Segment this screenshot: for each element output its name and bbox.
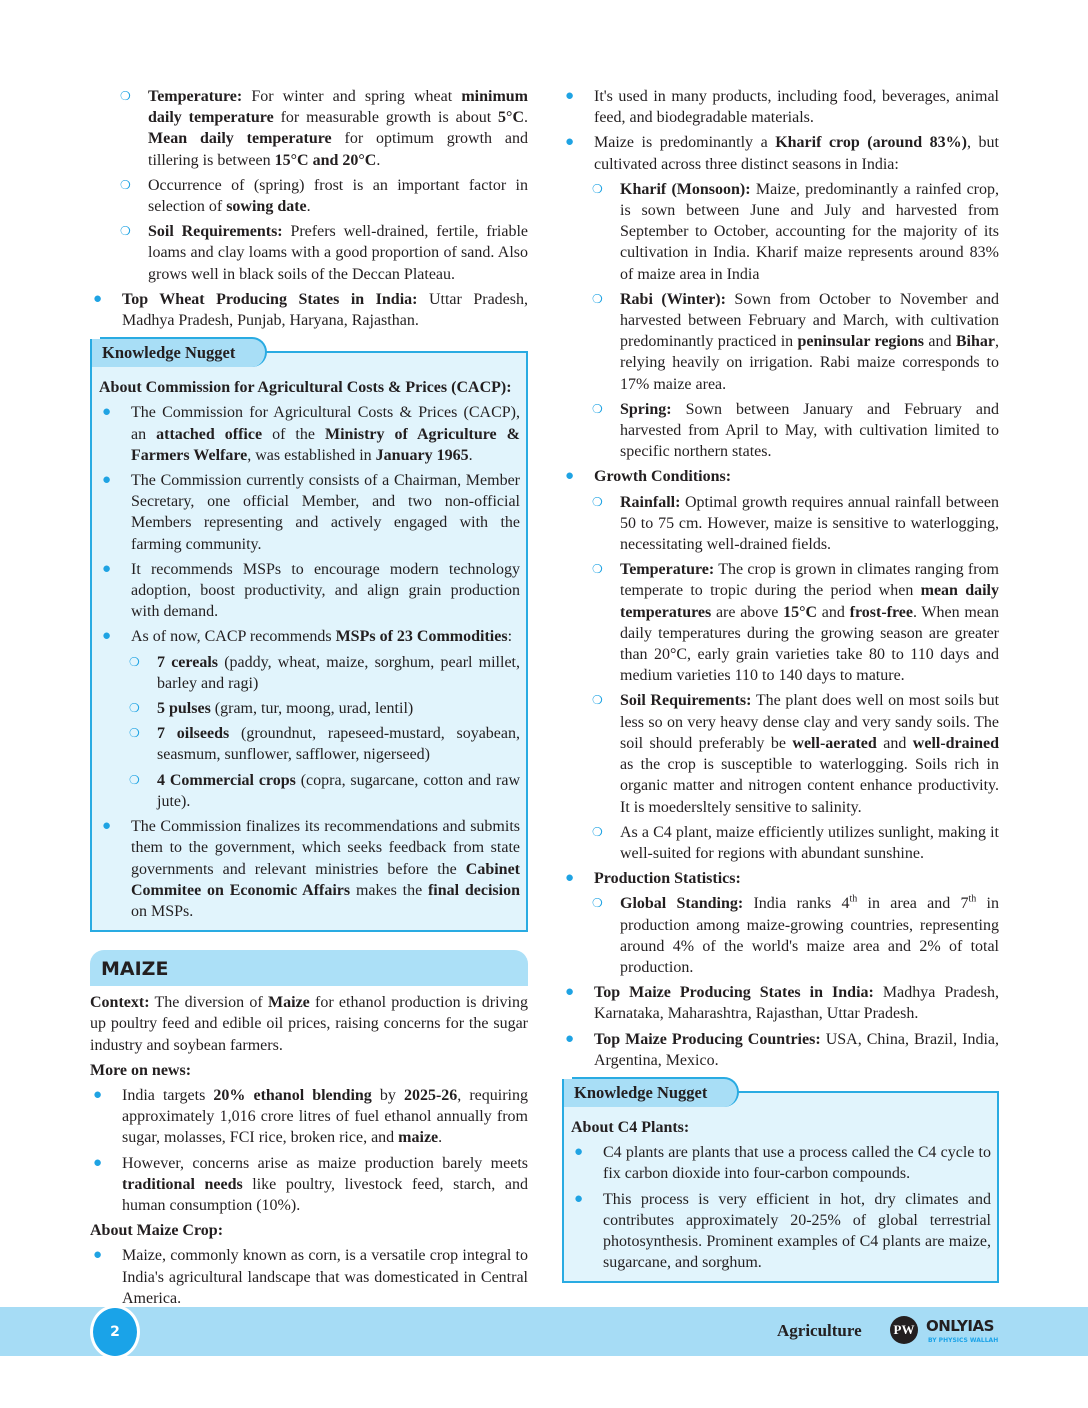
subheading bbox=[99, 377, 520, 398]
bullet-dot-icon: ● bbox=[565, 88, 575, 104]
list-item bbox=[90, 1085, 528, 1149]
text-segment: . bbox=[468, 446, 473, 464]
bold-text: maize bbox=[398, 1129, 439, 1147]
bold-text: 5 pulses bbox=[157, 700, 211, 718]
bold-text: 7 cereals bbox=[157, 653, 218, 671]
knowledge-nugget-title: Knowledge Nugget bbox=[100, 337, 267, 367]
text-segment: Sown from October to November and harvested between February and March, with cultivation predominantly practiced in bbox=[620, 290, 999, 351]
text-segment: as the crop is susceptible to waterlogging. Soils rich in organic matter and nitrogen content enhance productivity. It is moedersltely sensitive to salinity. bbox=[620, 756, 999, 816]
text-segment: As of now, CACP recommends bbox=[131, 628, 336, 646]
bullet-dot-icon: ● bbox=[565, 1030, 575, 1047]
bullet-dot-icon: ● bbox=[102, 404, 112, 421]
bold-text: well-drained bbox=[912, 734, 999, 752]
paragraph bbox=[90, 992, 528, 1056]
bold-text: Cabinet Commitee on Economic Affairs bbox=[131, 860, 520, 899]
text-segment: and bbox=[817, 603, 850, 621]
text-segment: The Commission for Agricultural Costs & Prices (CACP), an bbox=[131, 404, 520, 443]
bold-text: 5°C bbox=[498, 109, 524, 127]
bold-text: 7 oilseeds bbox=[157, 725, 230, 743]
text-segment: However, concerns arise as maize production barely meets bbox=[122, 1154, 528, 1172]
bullet-circle-icon: ❍ bbox=[129, 772, 140, 787]
bullet-circle-icon: ❍ bbox=[592, 693, 603, 708]
bullet-circle-icon: ❍ bbox=[129, 701, 140, 716]
text-segment: makes the bbox=[350, 881, 428, 899]
list-item bbox=[562, 86, 999, 128]
sub-list-item bbox=[99, 723, 520, 765]
text-segment: in production among maize-growing countries, representing around 4% of the world's maize area and 2% of total production. bbox=[620, 895, 1000, 976]
sub-list-item bbox=[99, 652, 520, 694]
pw-logo-icon: PW bbox=[890, 1316, 918, 1344]
bold-text: 15°C and 20°C bbox=[274, 151, 377, 169]
text-segment: and bbox=[876, 734, 913, 752]
bold-text: attached office bbox=[156, 425, 263, 443]
text-segment: . bbox=[438, 1129, 443, 1147]
text-segment: for measurable growth is about bbox=[273, 109, 499, 127]
brand-logo-text: ONLYIAS bbox=[926, 1317, 994, 1335]
text-segment: Maize, predominantly a rainfed crop, is sown between June and July and harvested from September to October, accounting for the majority of its cultivation in India. Kharif maize represents around 83% of maize area in India bbox=[620, 180, 1000, 283]
text-segment: on MSPs. bbox=[131, 902, 194, 920]
bold-text: Mean daily temperature bbox=[148, 130, 332, 148]
right-column bbox=[562, 86, 999, 1301]
knowledge-nugget-box bbox=[562, 1082, 999, 1283]
text-segment: are above bbox=[711, 603, 784, 621]
bullet-dot-icon: ● bbox=[93, 1086, 103, 1103]
text-segment: . bbox=[524, 109, 528, 127]
bold-text: frost-free bbox=[849, 603, 913, 621]
text-segment: , but cultivated across three distinct seasons in India: bbox=[594, 134, 999, 173]
text-segment: : bbox=[507, 628, 513, 646]
list-item bbox=[90, 1153, 528, 1217]
text-segment: The plant does well on most soils but less so on very heavy dense clay and very sandy soils. The soil should preferably be bbox=[620, 692, 1000, 752]
superscript: th bbox=[968, 893, 977, 905]
text-segment: Occurrence of (spring) frost is an important factor in selection of bbox=[148, 176, 528, 216]
sub-list-item bbox=[562, 822, 999, 864]
bullet-dot-icon: ● bbox=[93, 1247, 103, 1264]
bold-text: January 1965 bbox=[375, 446, 469, 464]
bullet-circle-icon: ❍ bbox=[592, 824, 603, 839]
text-segment: It recommends MSPs to encourage modern technology adoption, boost productivity, and align grain production with demand. bbox=[131, 560, 520, 621]
sub-list-item bbox=[562, 559, 999, 686]
text-segment: (groundnut, rapeseed-mustard, soyabean, seasmum, sunflower, safflower, nigerseed) bbox=[157, 725, 520, 764]
list-item bbox=[562, 1029, 999, 1071]
text-segment: , relying heavily on irrigation. Rabi maize corresponds to 17% maize area. bbox=[620, 333, 999, 393]
bold-text: sowing date bbox=[226, 198, 307, 216]
bullet-circle-icon: ❍ bbox=[120, 89, 131, 103]
bullet-dot-icon: ● bbox=[565, 984, 575, 1001]
list-item bbox=[562, 868, 999, 889]
bold-text: MSPs of 23 Commodities bbox=[335, 628, 508, 646]
bold-text: Soil Requirements: bbox=[148, 223, 283, 241]
text-segment: . bbox=[306, 198, 311, 216]
bold-text: Production Statistics: bbox=[594, 870, 741, 888]
sub-list-item bbox=[562, 289, 999, 395]
text-segment: (paddy, wheat, maize, sorghum, pearl millet, barley and ragi) bbox=[157, 653, 520, 692]
text-segment: Uttar Pradesh, Madhya Pradesh, Punjab, Haryana, Rajasthan. bbox=[122, 290, 529, 330]
text-segment: C4 plants are plants that use a process called the C4 cycle to fix carbon dioxide into four-carbon compounds. bbox=[603, 1144, 991, 1183]
bold-text: Top Wheat Producing States in India: bbox=[122, 290, 418, 308]
bold-text: Kharif crop (around 83%) bbox=[775, 134, 968, 152]
section-heading: MAIZE bbox=[90, 950, 528, 986]
bullet-circle-icon: ❍ bbox=[592, 291, 603, 306]
sub-list-item bbox=[90, 86, 528, 171]
list-item bbox=[90, 289, 528, 331]
text-segment: . bbox=[376, 151, 381, 169]
text-segment: Sown between January and February and harvested from April to May, with cultivation limited to specific northern states. bbox=[620, 400, 999, 461]
sub-list-item bbox=[562, 399, 999, 463]
text-segment: Prefers well-drained, fertile, friable loams and clay loams with a good proportion of sand. Also grows well in black soils of the Deccan Plateau. bbox=[148, 223, 529, 283]
bold-text: Context: bbox=[90, 994, 150, 1012]
bullet-dot-icon: ● bbox=[574, 1190, 584, 1207]
text-segment: like poultry, livestock feed, starch, and human consumption (10%). bbox=[122, 1175, 528, 1214]
bold-text: Temperature: bbox=[620, 561, 715, 579]
bullet-circle-icon: ❍ bbox=[592, 494, 603, 509]
text-segment: (gram, tur, moong, urad, lentil) bbox=[210, 700, 414, 718]
text-segment: More on news: bbox=[90, 1061, 192, 1079]
bullet-circle-icon: ❍ bbox=[120, 224, 131, 239]
bullet-circle-icon: ❍ bbox=[592, 181, 603, 196]
sub-list-item bbox=[562, 893, 999, 978]
bullet-dot-icon: ● bbox=[565, 870, 575, 887]
text-segment: For winter and spring wheat bbox=[242, 88, 462, 105]
knowledge-nugget-title: Knowledge Nugget bbox=[572, 1077, 739, 1107]
bold-text: Growth Conditions: bbox=[594, 468, 732, 486]
bold-text: 15°C bbox=[783, 603, 818, 621]
bold-text: 2025-26 bbox=[403, 1086, 458, 1104]
bullet-circle-icon: ❍ bbox=[592, 401, 603, 416]
bullet-dot-icon: ● bbox=[565, 468, 575, 485]
text-segment: and bbox=[924, 333, 956, 351]
text-segment: , requiring approximately 1,016 crore litres of fuel ethanol annually from sugar, molasses, FCI rice, broken rice, and bbox=[122, 1086, 529, 1147]
text-segment: It's used in many products, including food, beverages, animal feed, and biodegradable materials. bbox=[594, 88, 999, 127]
page-number-badge: 2 bbox=[90, 1305, 140, 1359]
bullet-dot-icon: ● bbox=[93, 1154, 103, 1171]
bold-text: Rainfall: bbox=[620, 493, 681, 511]
bullet-circle-icon: ❍ bbox=[129, 726, 140, 741]
text-segment: (copra, sugarcane, cotton and raw jute). bbox=[157, 771, 520, 810]
list-item bbox=[90, 1245, 528, 1309]
brand-logo-subtext: BY PHYSICS WALLAH bbox=[928, 1337, 999, 1344]
text-segment: India targets bbox=[122, 1086, 214, 1104]
list-item bbox=[571, 1189, 991, 1274]
knowledge-nugget-box bbox=[90, 343, 528, 932]
list-item bbox=[562, 466, 999, 487]
sub-list-item bbox=[90, 221, 528, 285]
bullet-dot-icon: ● bbox=[102, 560, 112, 577]
bold-text: minimum daily temperature bbox=[148, 88, 528, 127]
sub-list-item bbox=[562, 179, 999, 285]
bullet-dot-icon: ● bbox=[102, 628, 112, 645]
list-item bbox=[99, 559, 520, 623]
sub-list-item bbox=[90, 175, 528, 217]
text-segment: in area and 7 bbox=[857, 895, 969, 913]
text-segment: The Commission finalizes its recommendations and submits them to the government, which seeks feedback from state governments and relevant ministries before the bbox=[131, 818, 520, 878]
text-segment: The diversion of bbox=[149, 994, 269, 1012]
subheading bbox=[571, 1117, 991, 1138]
bullet-dot-icon: ● bbox=[93, 290, 103, 307]
text-segment: India ranks 4 bbox=[743, 895, 850, 913]
bold-text: Maize bbox=[268, 994, 310, 1012]
list-item bbox=[99, 816, 520, 922]
text-segment: for optimum growth and tillering is between bbox=[148, 130, 528, 169]
bullet-dot-icon: ● bbox=[565, 134, 575, 151]
text-segment: Optimal growth requires annual rainfall between 50 to 75 cm. However, maize is sensitive to waterlogging, necessitating well-drained fields. bbox=[620, 493, 999, 554]
bold-text: 4 Commercial crops bbox=[157, 771, 296, 789]
text-segment: . When mean daily temperatures during the growing season are greater than 20°C, early grain varieties take 80 to 110 days and medium varieties 110 to 140 days to mature. bbox=[620, 603, 999, 685]
bold-text: Spring: bbox=[620, 400, 672, 418]
text-segment: of the bbox=[262, 425, 325, 443]
bold-text: Kharif (Monsoon): bbox=[620, 180, 751, 198]
text-segment: , was established in bbox=[247, 446, 376, 464]
sub-list-item bbox=[99, 770, 520, 812]
text-segment: USA, China, Brazil, India, Argentina, Mexico. bbox=[594, 1030, 1000, 1069]
superscript: th bbox=[849, 893, 858, 905]
text-segment: by bbox=[371, 1086, 404, 1104]
bullet-dot-icon: ● bbox=[574, 1144, 584, 1161]
text-segment: The crop is grown in climates ranging from temperate to tropic during the period when bbox=[620, 561, 999, 600]
sub-list-item bbox=[99, 698, 520, 719]
bold-text: Soil Requirements: bbox=[620, 692, 752, 710]
bullet-circle-icon: ❍ bbox=[120, 177, 131, 192]
bold-text: final decision bbox=[427, 881, 521, 899]
sub-list-item bbox=[562, 690, 999, 817]
text-segment: Maize is predominantly a bbox=[594, 134, 776, 152]
bold-text: well-aerated bbox=[792, 734, 877, 752]
bold-text: Ministry of Agriculture & Farmers Welfare bbox=[131, 425, 520, 464]
text-segment: Madhya Pradesh, Karnataka, Maharashtra, Rajasthan, Uttar Pradesh. bbox=[594, 984, 1000, 1023]
text-segment: About Commission for Agricultural Costs & Prices (CACP): bbox=[99, 379, 512, 397]
text-segment: The Commission currently consists of a Chairman, Member Secretary, one official Member, and two non-official Members representing and actively engaged with the farming community. bbox=[131, 472, 520, 553]
bullet-dot-icon: ● bbox=[102, 472, 112, 489]
bold-text: traditional needs bbox=[122, 1175, 243, 1193]
text-segment: About Maize Crop: bbox=[90, 1222, 224, 1240]
footer-subject: Agriculture bbox=[777, 1321, 862, 1340]
list-item bbox=[562, 132, 999, 174]
list-item bbox=[99, 470, 520, 555]
bold-text: peninsular regions bbox=[797, 333, 925, 351]
bullet-circle-icon: ❍ bbox=[129, 654, 140, 669]
text-segment: for ethanol production is driving up poultry feed and edible oil prices, raising concerns for the sugar industry and soybean farmers. bbox=[90, 994, 528, 1054]
list-item bbox=[99, 402, 520, 466]
bold-text: Top Maize Producing Countries: bbox=[594, 1030, 821, 1048]
text-segment: This process is very efficient in hot, dry climates and contributes approximately 20-25% of global terrestrial photosynthesis. Prominent examples of C4 plants are maize, sugarcane, and sorghum. bbox=[603, 1190, 991, 1272]
bold-text: 20% ethanol blending bbox=[213, 1086, 372, 1104]
text-segment: As a C4 plant, maize efficiently utilizes sunlight, making it well-suited for regions with abundant sunshine. bbox=[620, 823, 999, 862]
list-item bbox=[562, 982, 999, 1024]
bullet-dot-icon: ● bbox=[102, 818, 112, 835]
bold-text: Top Maize Producing States in India: bbox=[594, 984, 874, 1002]
list-item bbox=[99, 626, 520, 647]
bold-text: Temperature: bbox=[148, 88, 243, 105]
bold-text: Rabi (Winter): bbox=[620, 290, 726, 308]
subheading bbox=[90, 1060, 528, 1081]
bold-text: Global Standing: bbox=[620, 895, 744, 913]
sub-list-item bbox=[562, 492, 999, 556]
bold-text: mean daily temperatures bbox=[620, 582, 999, 621]
page-footer bbox=[0, 1307, 1088, 1356]
bold-text: Bihar bbox=[955, 333, 995, 351]
bullet-circle-icon: ❍ bbox=[592, 562, 603, 577]
list-item bbox=[571, 1142, 991, 1184]
subheading bbox=[90, 1220, 528, 1241]
bullet-circle-icon: ❍ bbox=[592, 896, 603, 911]
text-segment: About C4 Plants: bbox=[571, 1118, 690, 1136]
text-segment: Maize, commonly known as corn, is a versatile crop integral to India's agricultural landscape that was domesticated in Central America. bbox=[122, 1247, 528, 1307]
left-column bbox=[90, 86, 528, 1313]
